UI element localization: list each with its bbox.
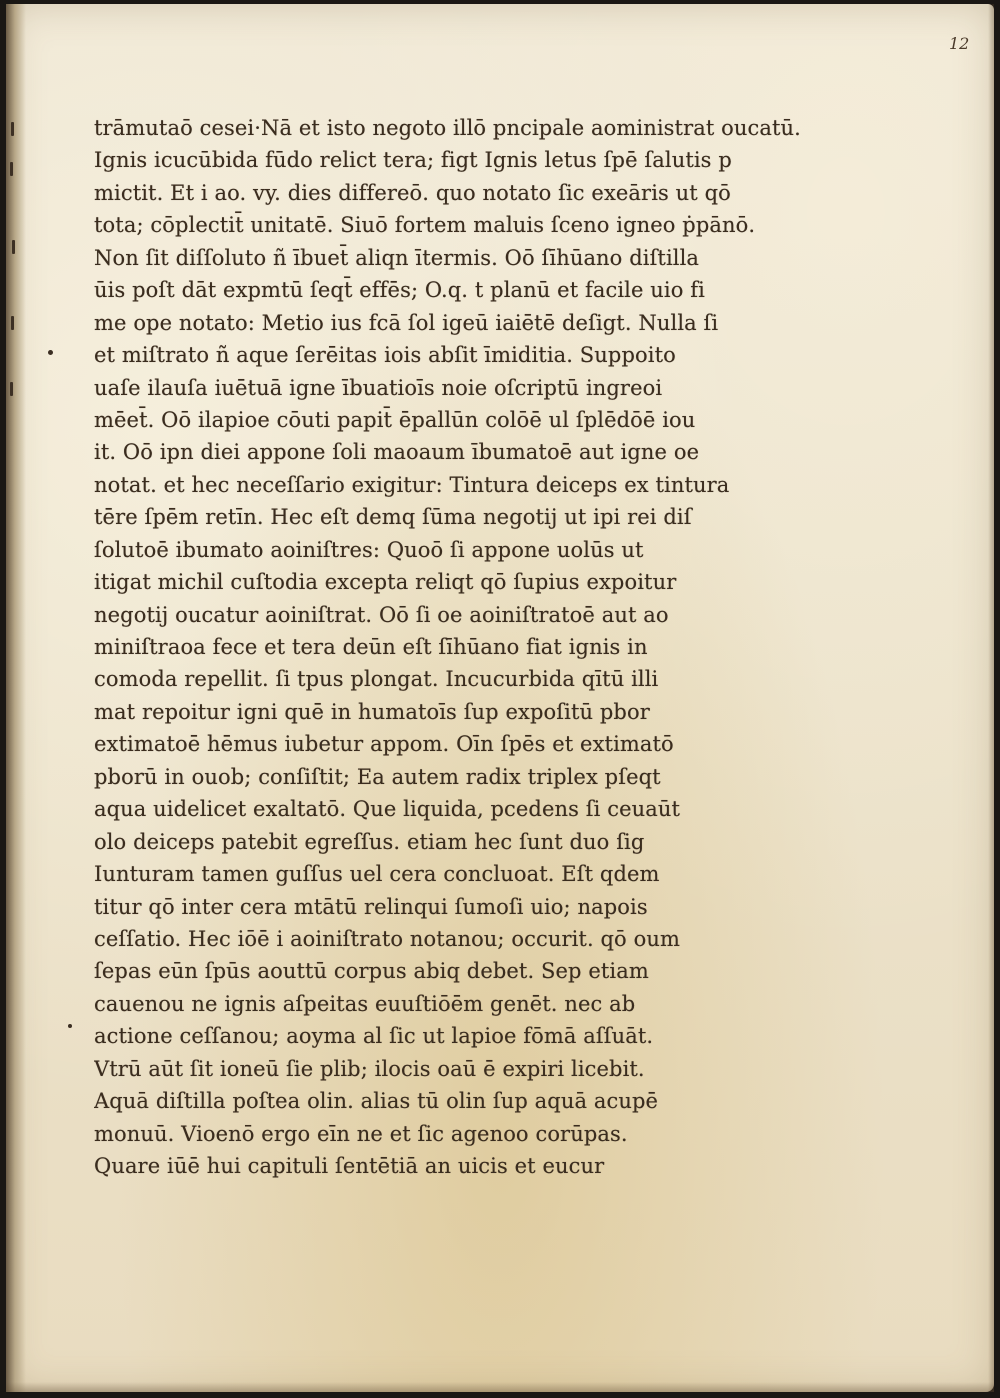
text-line: Non ſit diſſoluto ñ ībuet̄ aliqn ītermis. Oō ſīhūano diſtilla (94, 245, 700, 270)
text-line: et miſtrato ñ aque ſerēitas iois abſit īmiditia. Suppoito (94, 343, 676, 368)
text-line: itigat michil cuſtodia excepta reliqt qō ſupius expoitur (94, 570, 677, 595)
manuscript-text-block (94, 112, 842, 1182)
text-line: Vtrū aūt ſit ioneū ſie plib; ilocis oaū ē expiri licebit. (94, 1056, 645, 1081)
page-edge-shadow-right (988, 4, 994, 1392)
text-line: olo deiceps patebit egreſſus. etiam hec ſunt duo ſig (94, 829, 645, 854)
text-line: ceſſatio. Hec iōē i aoiniſtrato notanou; occurit. qō oum (94, 926, 680, 951)
text-line: mictit. Et i ao. vy. dies differeō. quo notato ſic exeāris ut qō (94, 180, 731, 205)
text-line: negotij oucatur aoiniſtrat. Oō ſi oe aoiniſtratoē aut ao (94, 602, 669, 627)
gutter-ink-mark (10, 162, 13, 176)
margin-ink-dot (48, 350, 53, 355)
text-line: me ope notato: Metio ius fcā ſol igeū iaiētē deſigt. Nulla ſi (94, 310, 719, 335)
text-line: pborū in ouob; conſiſtit; Ea autem radix triplex pſeqt (94, 764, 661, 789)
text-line: mēet̄. Oō ilapioe cōuti papit̄ ēpallūn colōē ul ſplēdōē iou (94, 407, 696, 432)
text-line: trāmutaō cesei·Nā et isto negoto illō pncipale aoministrat oucatū. (94, 116, 801, 140)
text-line: comoda repellit. ſi tpus plongat. Incucurbida qītū illi (94, 667, 659, 692)
gutter-ink-mark (12, 240, 15, 254)
text-line: monuū. Vioenō ergo eīn ne et ſic agenoo corūpas. (94, 1121, 628, 1146)
folio-number: 12 (949, 34, 970, 53)
text-line: uaſe ilauſa iuētuā igne ībuatioīs noie oſcriptū ingreoi (94, 375, 663, 400)
text-line: notat. et hec neceſſario exigitur: Tintura deiceps ex tintura (94, 472, 730, 497)
text-line: mat repoitur igni quē in humatoīs ſup expoſitū pbor (94, 699, 650, 724)
text-line: ūis poſt dāt expmtū ſeqt̄ effēs; O.q. t planū et facile uio fi (94, 278, 705, 303)
margin-ink-dot (68, 1024, 72, 1028)
text-line: tēre ſpēm retīn. Hec eſt demq ſūma negotij ut ipi rei diſ (94, 505, 692, 530)
text-line: ſolutoē ibumato aoiniſtres: Quoō ſi appone uolūs ut (94, 537, 644, 562)
text-line: Aquā diſtilla poſtea olin. alias tū olin ſup aquā acupē (94, 1089, 659, 1114)
text-line: Ignis icucūbida fūdo relict tera; figt Ignis letus ſpē ſalutis p (94, 148, 732, 173)
text-line: it. Oō ipn diei appone ſoli maoaum ībumatoē aut igne oe (94, 440, 700, 465)
gutter-ink-mark (11, 122, 14, 136)
page-edge-shadow-bottom (6, 1382, 994, 1392)
gutter-ink-mark (11, 316, 14, 330)
text-line: ſepas eūn ſpūs aouttū corpus abiq debet. Sep etiam (94, 959, 649, 984)
text-line: actione ceſſanou; aoyma al ſic ut lapioe fōmā aſſuāt. (94, 1024, 654, 1049)
text-line: Iunturam tamen guſſus uel cera concluoat. Eſt qdem (94, 862, 660, 887)
text-line: tota; cōplectit̄ unitatē. Siuō fortem maluis ſceno igneo ṗpānō. (94, 213, 756, 238)
text-line: aqua uidelicet exaltatō. Que liquida, pcedens ſi ceuaūt (94, 797, 681, 822)
text-line: cauenou ne ignis aſpeitas euuſtiōēm genēt. nec ab (94, 991, 636, 1016)
text-line: titur qō inter cera mtātū relinqui ſumoſi uio; napois (94, 894, 648, 919)
parchment-page (6, 4, 994, 1392)
text-line: miniſtraoa fece et tera deūn eſt ſīhūano fiat ignis in (94, 635, 648, 659)
text-line: Quare iūē hui capituli ſentētiā an uicis et eucur (94, 1154, 605, 1178)
gutter-ink-mark (10, 382, 13, 396)
text-line: extimatoē hēmus iubetur appom. Oīn ſpēs et extimatō (94, 732, 674, 757)
binding-gutter (6, 4, 26, 1392)
